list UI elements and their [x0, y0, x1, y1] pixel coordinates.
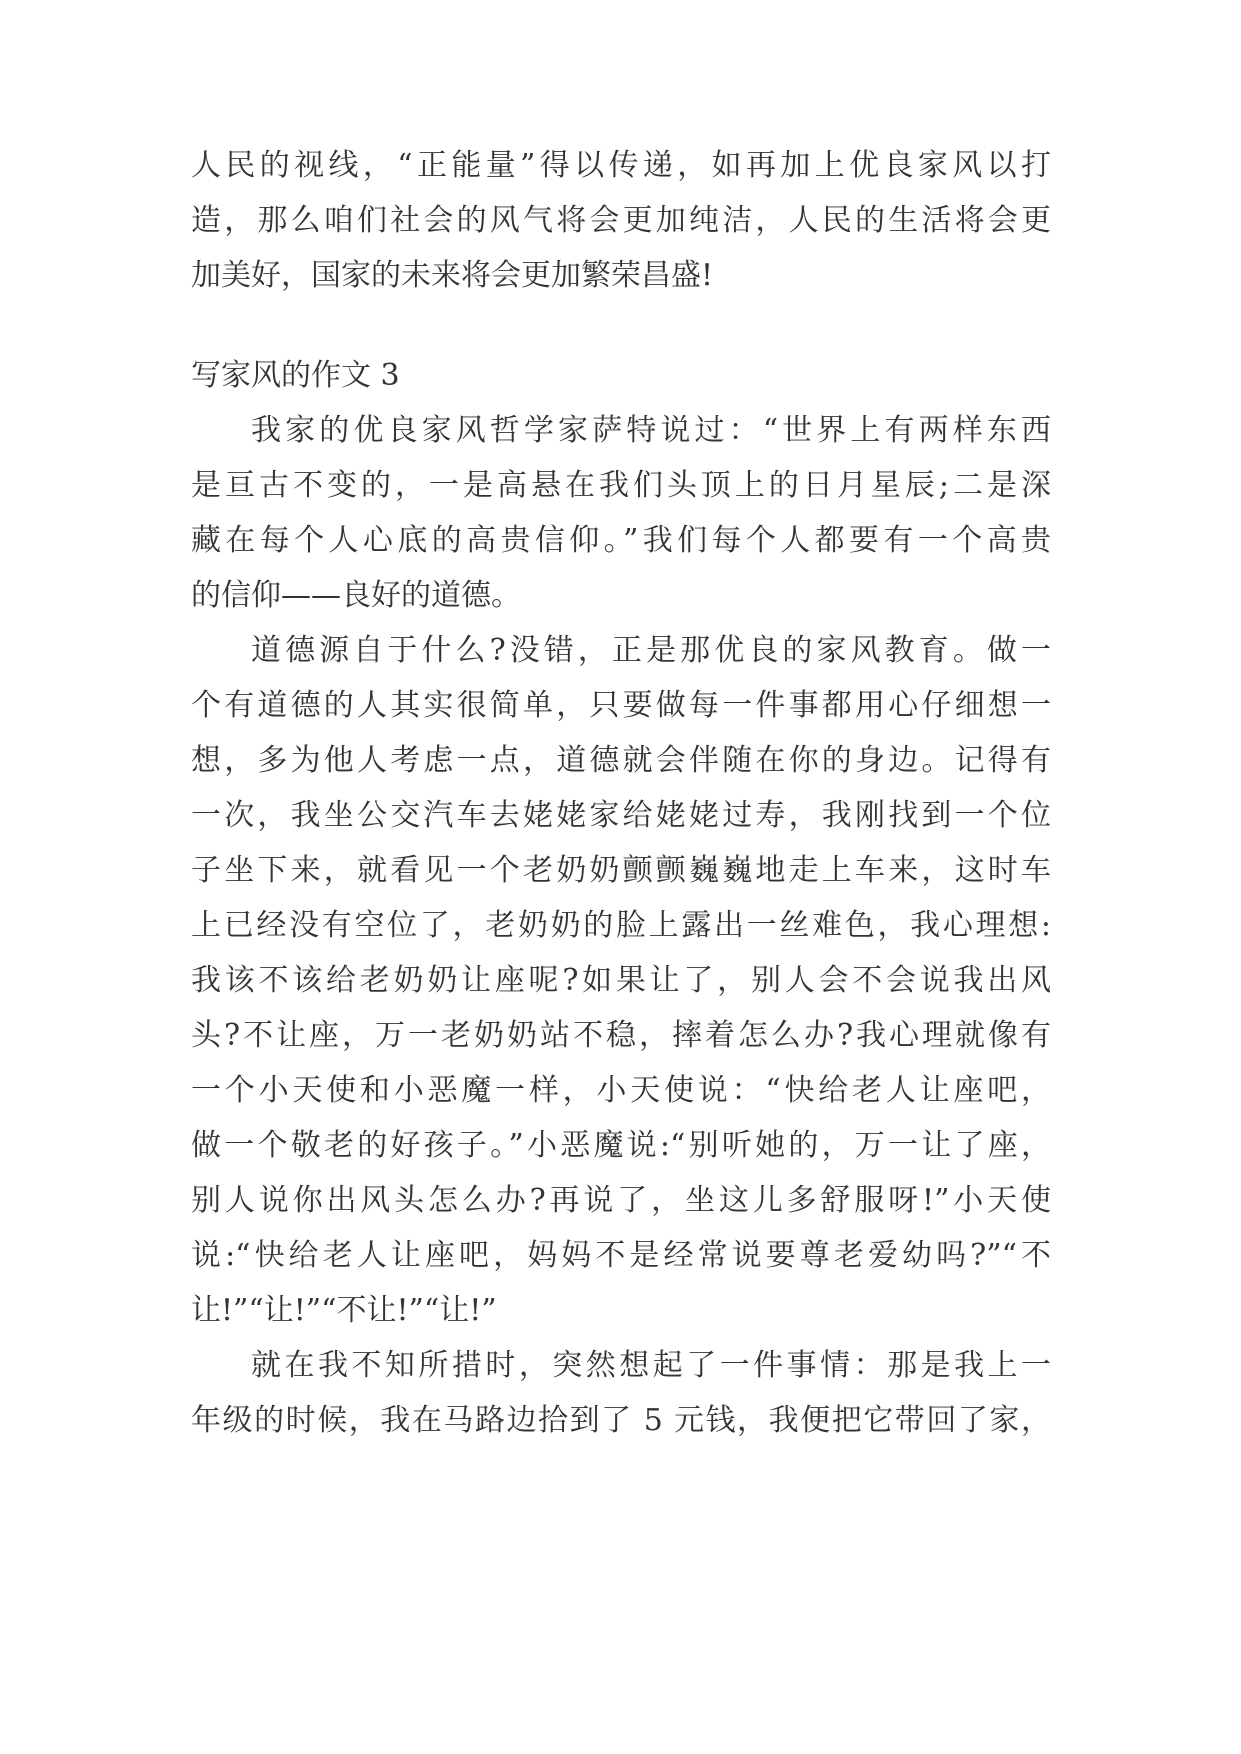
section-heading: 写家风的作文 3 — [191, 358, 400, 393]
text-line: 造，那么咱们社会的风气将会更加纯洁，人民的生活将会更 — [191, 203, 1051, 238]
text-line: 人民的视线，“正能量”得以传递，如再加上优良家风以打 — [191, 148, 1051, 183]
text-line: 年级的时候，我在马路边拾到了 5 元钱，我便把它带回了家， — [191, 1403, 1051, 1438]
text-line: 一个小天使和小恶魔一样，小天使说：“快给老人让座吧， — [191, 1073, 1051, 1108]
text-line: 让!”“让!”“不让!”“让!” — [191, 1293, 497, 1328]
text-line: 个有道德的人其实很简单，只要做每一件事都用心仔细想一 — [191, 688, 1051, 723]
text-line: 想，多为他人考虑一点，道德就会伴随在你的身边。记得有 — [191, 743, 1051, 778]
text-line: 藏在每个人心底的高贵信仰。”我们每个人都要有一个高贵 — [191, 523, 1051, 558]
text-line: 头?不让座，万一老奶奶站不稳，摔着怎么办?我心理就像有 — [191, 1018, 1051, 1053]
text-line: 加美好，国家的未来将会更加繁荣昌盛! — [191, 258, 714, 293]
text-line: 说:“快给老人让座吧，妈妈不是经常说要尊老爱幼吗?”“不 — [191, 1238, 1051, 1273]
text-line: 做一个敬老的好孩子。”小恶魔说:“别听她的，万一让了座， — [191, 1128, 1051, 1163]
text-line: 是亘古不变的，一是高悬在我们头顶上的日月星辰;二是深 — [191, 468, 1051, 503]
text-line: 我家的优良家风哲学家萨特说过：“世界上有两样东西 — [251, 413, 1051, 448]
text-line: 我该不该给老奶奶让座呢?如果让了，别人会不会说我出风 — [191, 963, 1051, 998]
text-line: 上已经没有空位了，老奶奶的脸上露出一丝难色，我心理想: — [191, 908, 1051, 943]
text-line: 一次，我坐公交汽车去姥姥家给姥姥过寿，我刚找到一个位 — [191, 798, 1051, 833]
text-line: 子坐下来，就看见一个老奶奶颤颤巍巍地走上车来，这时车 — [191, 853, 1051, 888]
essay-body — [191, 0, 1051, 1754]
text-line: 别人说你出风头怎么办?再说了，坐这儿多舒服呀!”小天使 — [191, 1183, 1051, 1218]
text-line: 的信仰——良好的道德。 — [191, 578, 521, 613]
text-line: 道德源自于什么?没错，正是那优良的家风教育。做一 — [251, 633, 1051, 668]
text-line: 就在我不知所措时，突然想起了一件事情：那是我上一 — [251, 1348, 1051, 1383]
